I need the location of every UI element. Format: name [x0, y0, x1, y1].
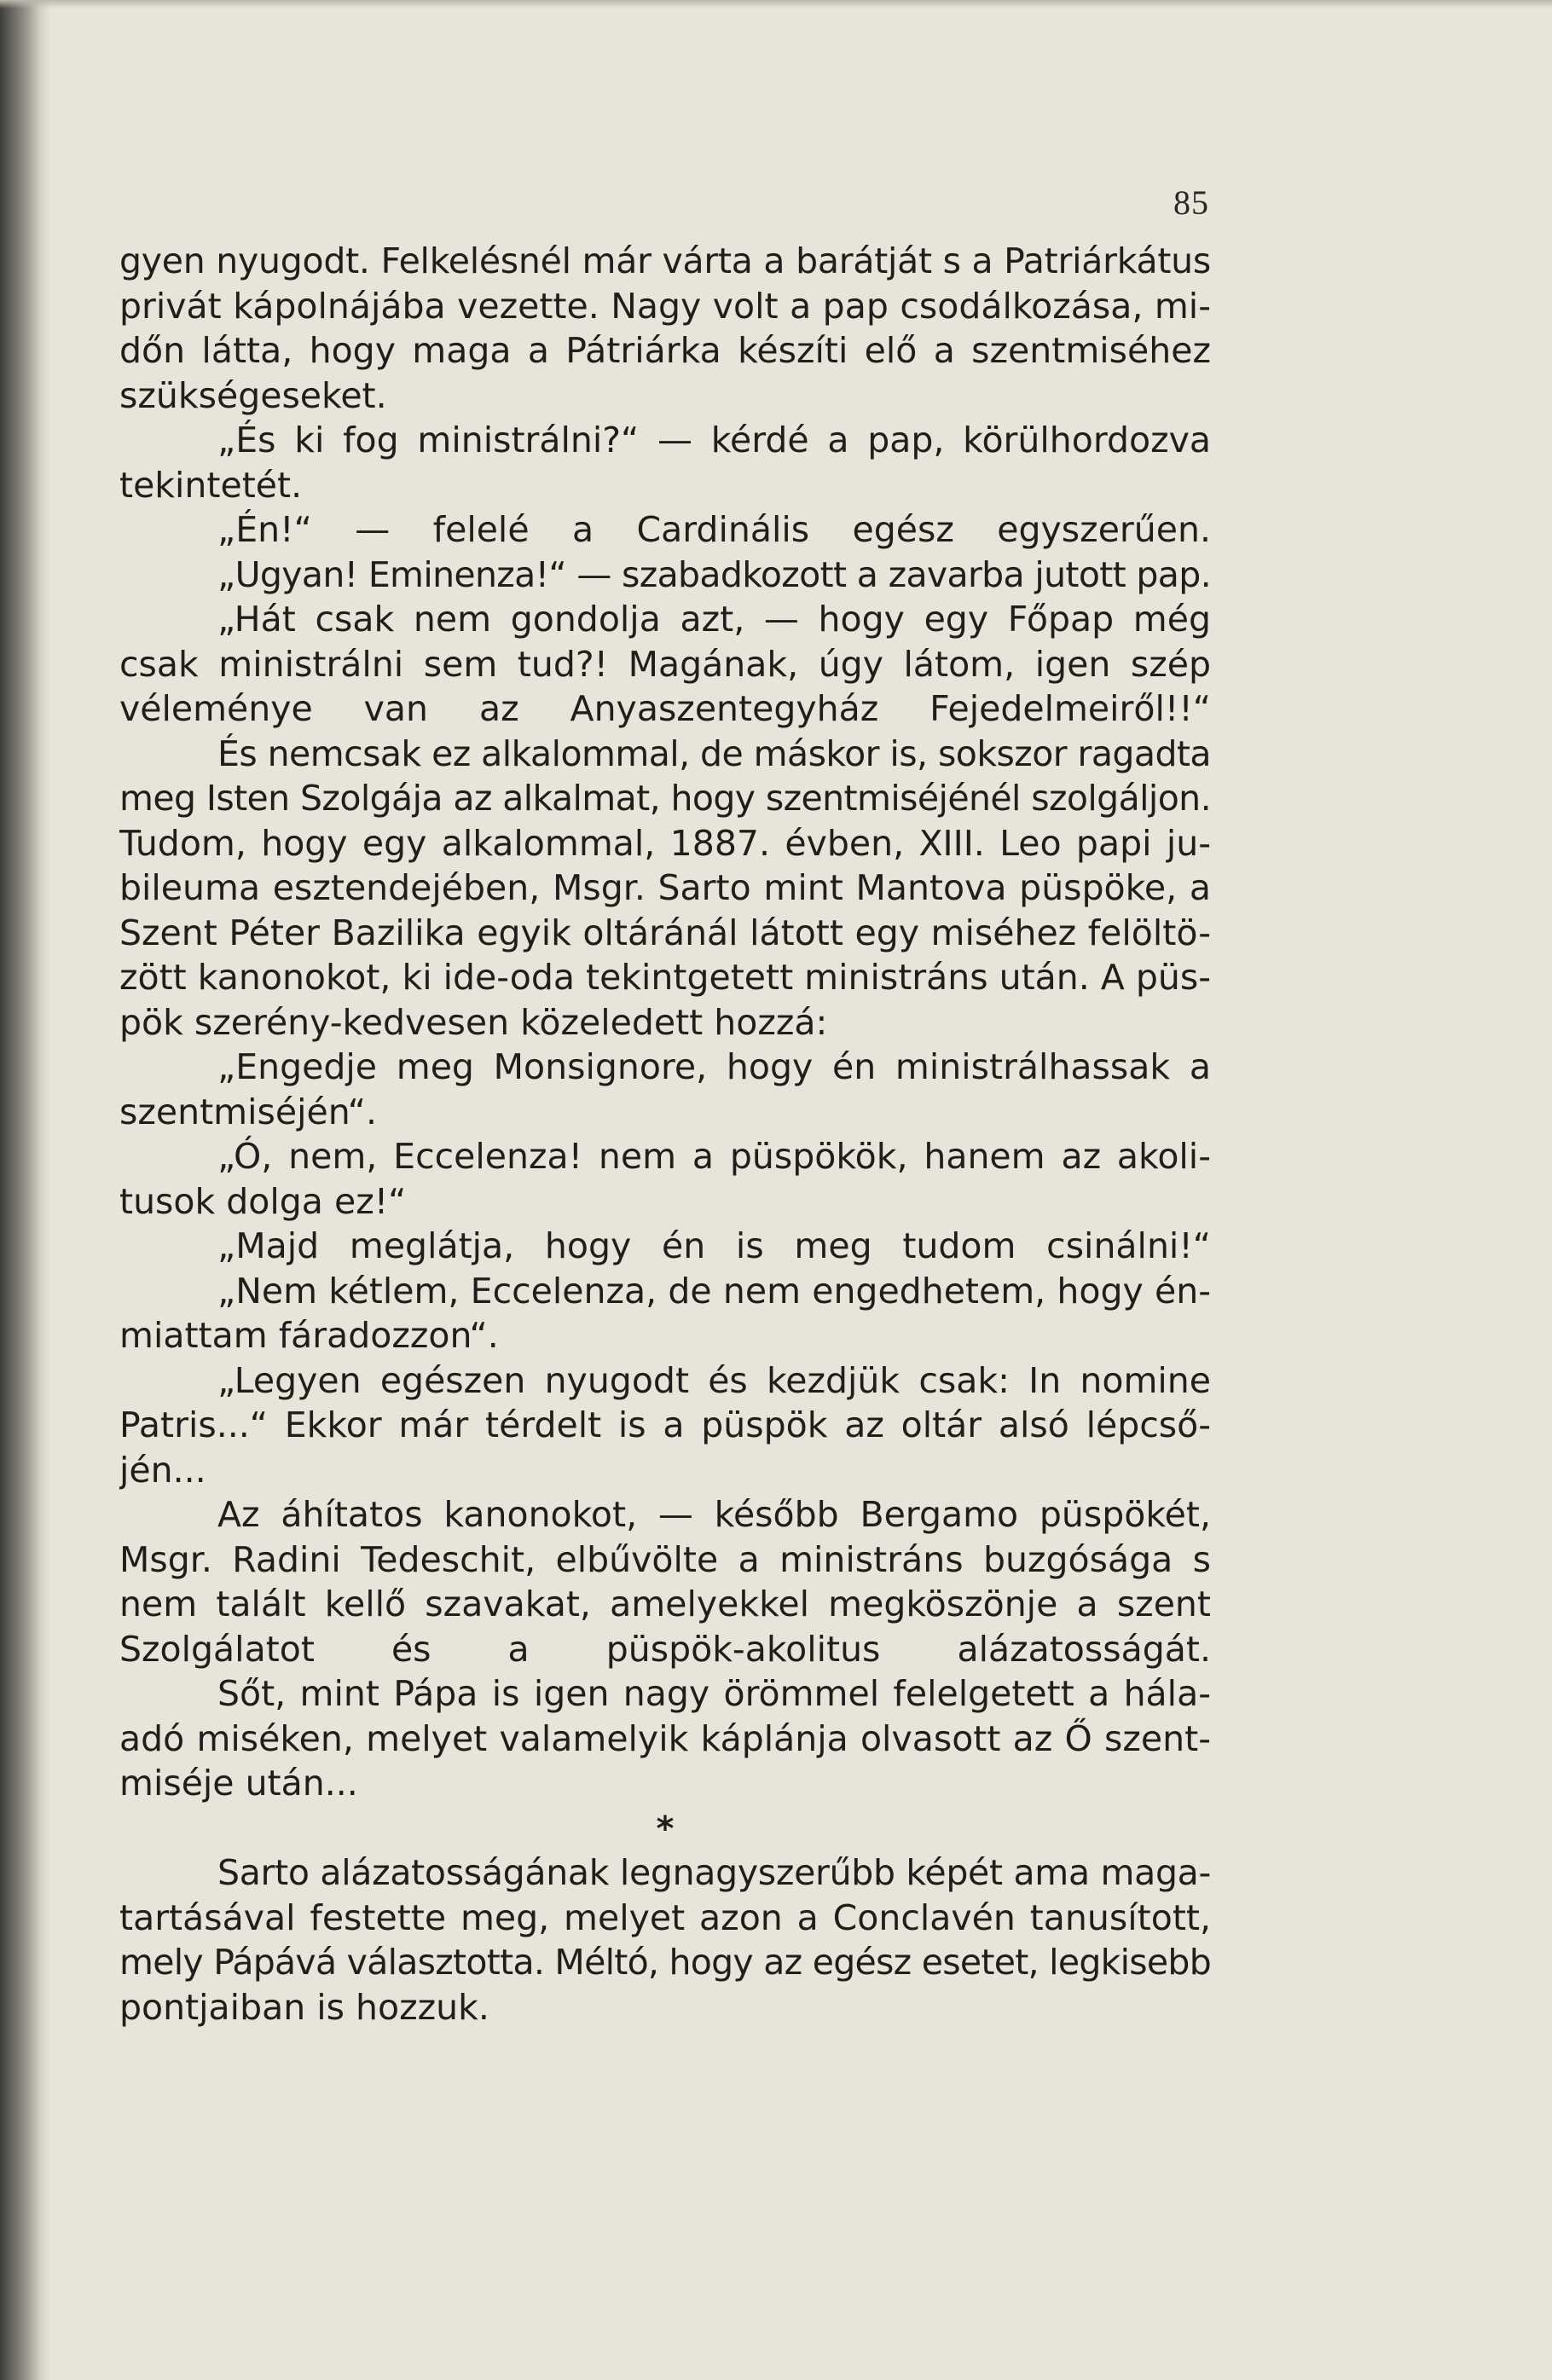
text-line: pontjaiban is hozzuk. — [119, 1986, 489, 2028]
text-line: Patris...“ Ekkor már térdelt is a püspök az oltár alsó lépcső- — [119, 1404, 1211, 1445]
text-line: És nemcsak ez alkalommal, de máskor is, sokszor ragadta — [217, 733, 1211, 774]
text-line: „Legyen egészen nyugodt és kezdjük csak: In nomine — [217, 1359, 1211, 1401]
text-line: „Hát csak nem gondolja azt, — hogy egy Főpap még — [217, 599, 1211, 640]
text-line: jén... — [119, 1449, 206, 1491]
text-line: „Ugyan! Eminenza!“ — szabadkozott a zavarba jutott pap. — [217, 553, 1211, 595]
text-line: gyen nyugodt. Felkelésnél már várta a barátját s a Patriárkátus — [119, 240, 1211, 281]
text-line: privát kápolnájába vezette. Nagy volt a pap csodálkozása, mi- — [119, 285, 1211, 327]
page-edge — [0, 0, 1552, 9]
asterisk-separator: * — [656, 1809, 675, 1849]
text-line: adó miséken, melyet valamelyik káplánja olvasott az Ő szent- — [119, 1717, 1211, 1759]
text-line: szentmiséjén“. — [119, 1091, 377, 1132]
text-line: miséje után... — [119, 1763, 358, 1804]
text-line: tekintetét. — [119, 464, 303, 506]
text-line: tusok dolga ez!“ — [119, 1180, 407, 1222]
text-line: Szolgálatot és a püspök-akolitus alázatosságát. — [119, 1628, 1211, 1670]
text-line: Az áhítatos kanonokot, — később Bergamo püspökét, — [217, 1494, 1211, 1535]
text-line: „Én!“ — felelé a Cardinális egész egyszerűen. — [217, 509, 1211, 550]
text-line: „És ki fog ministrálni?“ — kérdé a pap, körülhordozva — [217, 420, 1211, 460]
text-line: dőn látta, hogy maga a Pátriárka készíti elő a szentmiséhez — [119, 330, 1211, 371]
section-separator — [119, 1806, 1211, 1851]
text-line: Tudom, hogy egy alkalommal, 1887. évben, XIII. Leo papi ju- — [119, 822, 1211, 864]
text-line: Sőt, mint Pápa is igen nagy örömmel felelgetett a hála- — [217, 1673, 1211, 1714]
text-line: „Nem kétlem, Eccelenza, de nem engedhetem, hogy én- — [217, 1270, 1211, 1312]
binding-shadow — [0, 0, 51, 2380]
text-line: szükségeseket. — [119, 374, 387, 416]
text-line: mely Pápává választotta. Méltó, hogy az egész esetet, legkisebb — [119, 1942, 1211, 1983]
text-line: „Ó, nem, Eccelenza! nem a püspökök, hanem az akoli- — [217, 1136, 1211, 1177]
text-line: Msgr. Radini Tedeschit, elbűvölte a ministráns buzgósága s — [119, 1538, 1211, 1580]
text-line: Szent Péter Bazilika egyik oltáránál látott egy miséhez felöltö- — [119, 912, 1211, 953]
text-line: zött kanonokot, ki ide-oda tekintgetett ministráns után. A püs- — [119, 957, 1211, 998]
text-line: „Engedje meg Monsignore, hogy én ministrálhassak a — [217, 1046, 1211, 1087]
text-line: miattam fáradozzon“. — [119, 1315, 499, 1356]
text-line: tartásával festette meg, melyet azon a Conclavén tanusított, — [119, 1896, 1211, 1938]
text-line: Sarto alázatosságának legnagyszerűbb képét ama maga- — [217, 1852, 1211, 1893]
body-text — [119, 239, 1211, 2030]
text-line: nem talált kellő szavakat, amelyekkel megköszönje a szent — [119, 1584, 1211, 1624]
text-line: bileuma esztendejében, Msgr. Sarto mint Mantova püspöke, a — [119, 867, 1211, 908]
text-line: csak ministrálni sem tud?! Magának, úgy látom, igen szép — [119, 643, 1211, 685]
page-number: 85 — [1173, 183, 1209, 222]
text-line: véleménye van az Anyaszentegyház Fejedelmeiről!!“ — [119, 688, 1211, 729]
text-line: meg Isten Szolgája az alkalmat, hogy szentmiséjénél szolgáljon. — [119, 778, 1211, 819]
text-line: „Majd meglátja, hogy én is meg tudom csinálni!“ — [217, 1225, 1211, 1266]
text-line: pök szerény-kedvesen közeledett hozzá: — [119, 1001, 828, 1043]
